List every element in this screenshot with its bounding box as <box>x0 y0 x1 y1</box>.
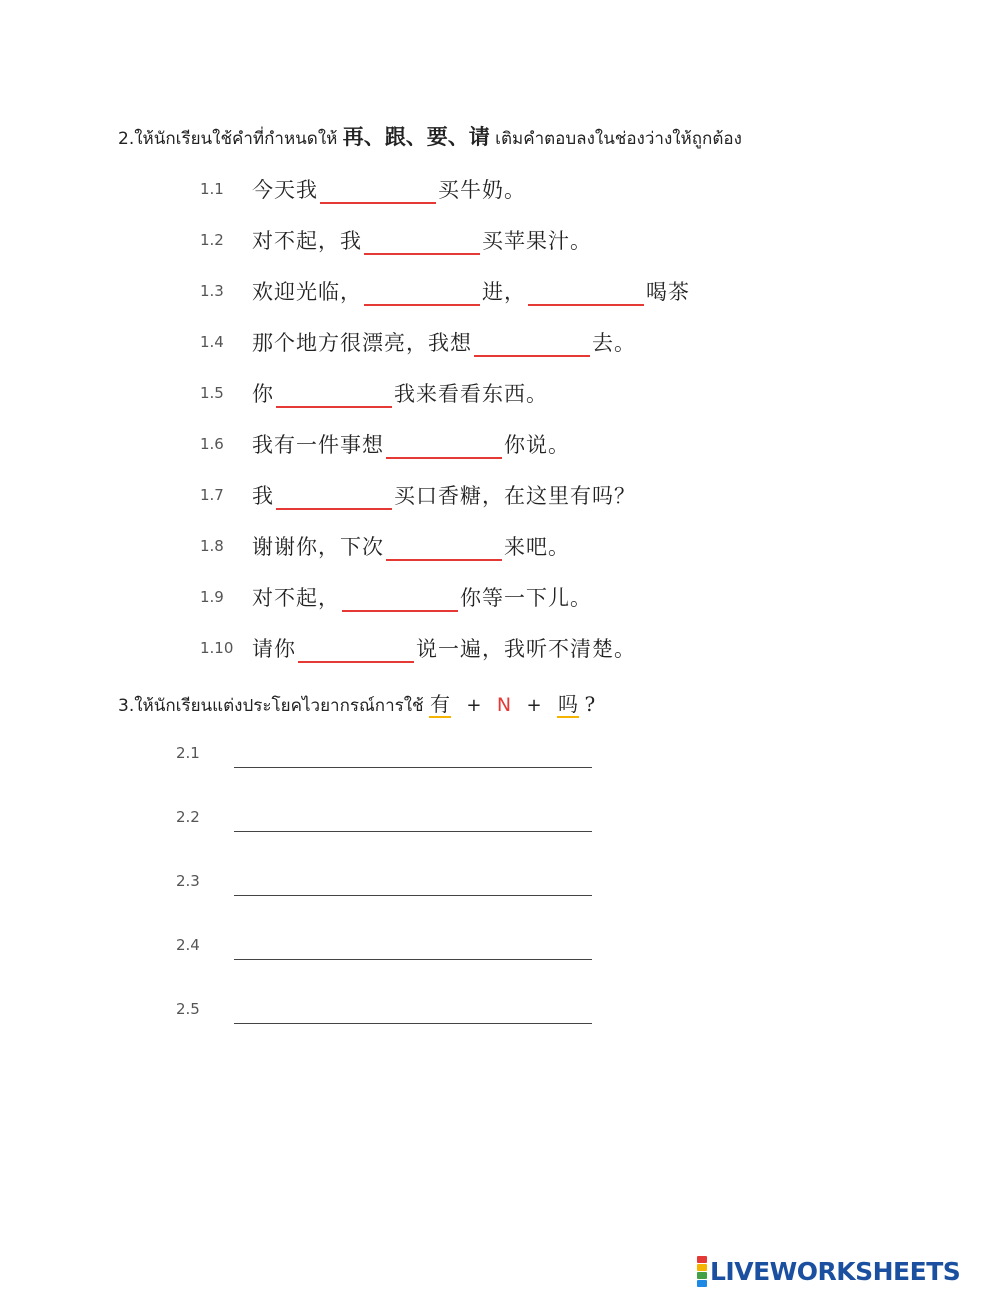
sentence-line-row <box>176 866 592 896</box>
sentence-text: 谢谢你，下次 <box>252 535 384 559</box>
answer-line[interactable] <box>234 1003 592 1024</box>
answer-blank[interactable] <box>364 282 480 306</box>
exercise-number: 1.7 <box>200 486 224 504</box>
answer-blank[interactable] <box>528 282 644 306</box>
sentence-text: 欢迎光临， <box>252 280 362 304</box>
sentence-line-row <box>176 994 592 1024</box>
exercise-row <box>200 225 592 255</box>
answer-blank[interactable] <box>474 333 590 357</box>
line-number: 2.4 <box>176 936 200 954</box>
section2-heading <box>118 121 742 152</box>
sentence-text: 请你 <box>252 637 296 661</box>
answer-blank[interactable] <box>276 384 392 408</box>
logo-cubes <box>697 1256 707 1287</box>
sentence-text: 喝茶 <box>646 280 690 304</box>
answer-blank[interactable] <box>320 180 436 204</box>
sentence-text: 买苹果汁。 <box>482 229 592 253</box>
sentence-text: 我 <box>252 484 274 508</box>
exercise-sentence <box>252 429 570 459</box>
pattern-noun: N <box>496 694 512 716</box>
sentence-line-row <box>176 802 592 832</box>
pattern-word-ma: 吗 <box>558 692 579 716</box>
sentence-text: 来吧。 <box>504 535 570 559</box>
line-number: 2.2 <box>176 808 200 826</box>
pattern-word-you: 有 <box>430 692 450 716</box>
exercise-row <box>200 327 636 357</box>
exercise-row <box>200 174 526 204</box>
sentence-text: 去。 <box>592 331 636 355</box>
exercise-sentence <box>252 531 570 561</box>
plus-sign: + <box>466 695 482 716</box>
exercise-sentence <box>252 378 548 408</box>
answer-line[interactable] <box>234 939 592 960</box>
question-mark: ? <box>584 692 596 716</box>
logo-cube <box>697 1280 707 1287</box>
exercise-number: 1.8 <box>200 537 224 555</box>
answer-blank[interactable] <box>364 231 480 255</box>
exercise-sentence <box>252 327 636 357</box>
logo-cube <box>697 1272 707 1279</box>
answer-blank[interactable] <box>342 588 458 612</box>
exercise-number: 1.10 <box>200 639 234 657</box>
logo-text: LIVEWORKSHEETS <box>710 1257 961 1286</box>
answer-blank[interactable] <box>298 639 414 663</box>
answer-line[interactable] <box>234 811 592 832</box>
sentence-line-row <box>176 930 592 960</box>
exercise-number: 1.2 <box>200 231 224 249</box>
exercise-number: 1.5 <box>200 384 224 402</box>
sentence-text: 我来看看东西。 <box>394 382 548 406</box>
sentence-text: 今天我 <box>252 178 318 202</box>
exercise-sentence <box>252 480 636 510</box>
exercise-sentence <box>252 174 526 204</box>
line-number: 2.1 <box>176 744 200 762</box>
exercise-sentence <box>252 225 592 255</box>
heading-prefix: 3.ให้นักเรียนแต่งประโยคไวยากรณ์การใช้ <box>118 696 424 716</box>
sentence-text: 买牛奶。 <box>438 178 526 202</box>
answer-blank[interactable] <box>276 486 392 510</box>
logo-cube <box>697 1264 707 1271</box>
exercise-row <box>200 582 592 612</box>
sentence-text: 对不起， <box>252 586 340 610</box>
exercise-number: 1.4 <box>200 333 224 351</box>
sentence-text: 买口香糖，在这里有吗？ <box>394 484 636 508</box>
section3-heading <box>118 688 595 719</box>
exercise-row <box>200 276 690 306</box>
sentence-text: 你等一下儿。 <box>460 586 592 610</box>
sentence-text: 你 <box>252 382 274 406</box>
given-words: 再、跟、要、请 <box>342 124 490 149</box>
sentence-text: 进， <box>482 280 526 304</box>
exercise-row <box>200 633 636 663</box>
exercise-number: 1.6 <box>200 435 224 453</box>
exercise-row <box>200 480 636 510</box>
exercise-number: 1.1 <box>200 180 224 198</box>
answer-blank[interactable] <box>386 435 502 459</box>
sentence-text: 你说。 <box>504 433 570 457</box>
line-number: 2.5 <box>176 1000 200 1018</box>
sentence-text: 说一遍，我听不清楚。 <box>416 637 636 661</box>
heading-prefix: 2.ให้นักเรียนใช้คำที่กำหนดให้ <box>118 129 338 149</box>
sentence-line-row <box>176 738 592 768</box>
exercise-number: 1.9 <box>200 588 224 606</box>
heading-suffix: เติมคำตอบลงในช่องว่างให้ถูกต้อง <box>495 129 742 149</box>
exercise-sentence <box>252 633 636 663</box>
liveworksheets-logo <box>697 1256 960 1287</box>
exercise-row <box>200 429 570 459</box>
logo-cube <box>697 1256 707 1263</box>
answer-line[interactable] <box>234 747 592 768</box>
answer-line[interactable] <box>234 875 592 896</box>
exercise-sentence <box>252 582 592 612</box>
exercise-sentence <box>252 276 690 306</box>
exercise-row <box>200 378 548 408</box>
plus-sign: + <box>526 695 542 716</box>
line-number: 2.3 <box>176 872 200 890</box>
answer-blank[interactable] <box>386 537 502 561</box>
exercise-row <box>200 531 570 561</box>
exercise-number: 1.3 <box>200 282 224 300</box>
sentence-text: 对不起，我 <box>252 229 362 253</box>
sentence-text: 那个地方很漂亮，我想 <box>252 331 472 355</box>
sentence-text: 我有一件事想 <box>252 433 384 457</box>
